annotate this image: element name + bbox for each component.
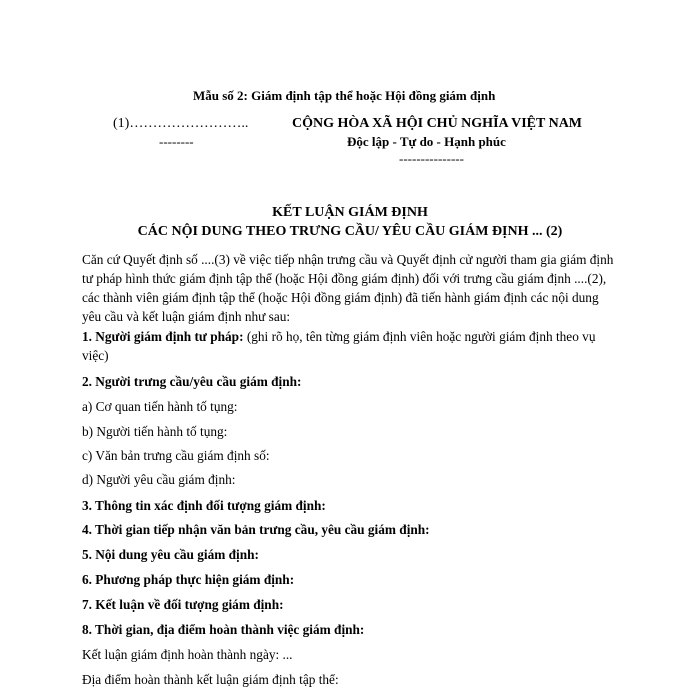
completion-date-line: Kết luận giám định hoàn thành ngày: ... (82, 647, 293, 662)
agency-dashes: -------- (159, 134, 194, 149)
doc-title-line2: CÁC NỘI DUNG THEO TRƯNG CẦU/ YÊU CẦU GIÁM ĐỊNH ... (2) (137, 224, 563, 239)
completion-location-line: Địa điểm hoàn thành kết luận giám định tập thể: (82, 672, 339, 687)
country-name: CỘNG HÒA XÃ HỘI CHỦ NGHĨA VIỆT NAM (292, 116, 583, 131)
intro-paragraph: Căn cứ Quyết định số ....(3) về việc tiếp nhận trưng cầu và Quyết định cử người tham gia giám định tư pháp hình thức giám định tập thể (hoặc Hội đồng giám định) đối với trưng cầu giám định ....(2), các thành viên giám định tập thể (hoặc Hội đồng giám định) đã tiến hành giám định các nội dung yêu cầu và kết luận giám định như sau: (82, 252, 614, 324)
section-3-heading: 3. Thông tin xác định đối tượng giám định: (82, 498, 326, 513)
doc-title-line1: KẾT LUẬN GIÁM ĐỊNH (272, 205, 428, 220)
section-8-heading: 8. Thời gian, địa điểm hoàn thành việc giám định: (82, 622, 365, 637)
section-1-heading: 1. Người giám định tư pháp: (82, 329, 244, 344)
section-2-item-b: b) Người tiến hành tố tụng: (82, 424, 228, 439)
section-2-item-c: c) Văn bản trưng cầu giám định số: (82, 448, 270, 463)
section-7-heading: 7. Kết luận về đối tượng giám định: (82, 597, 284, 612)
national-motto: Độc lập - Tự do - Hạnh phúc (347, 134, 506, 149)
section-6-heading: 6. Phương pháp thực hiện giám định: (82, 572, 295, 587)
section-2-item-d: d) Người yêu cầu giám định: (82, 472, 236, 487)
motto-dashes: --------------- (399, 151, 464, 166)
section-4-heading: 4. Thời gian tiếp nhận văn bản trưng cầu, yêu cầu giám định: (82, 522, 430, 537)
section-1 (82, 327, 618, 365)
agency-placeholder: (1)…………………….. (113, 116, 249, 131)
section-2-heading: 2. Người trưng cầu/yêu cầu giám định: (82, 374, 302, 389)
form-title: Mẫu số 2: Giám định tập thể hoặc Hội đồng giám định (193, 88, 496, 103)
section-5-heading: 5. Nội dung yêu cầu giám định: (82, 547, 259, 562)
section-1-note: (ghi rõ họ, tên từng giám định viên hoặc người giám định theo vụ việc) (82, 329, 596, 363)
section-2-item-a: a) Cơ quan tiến hành tố tụng: (82, 399, 238, 414)
